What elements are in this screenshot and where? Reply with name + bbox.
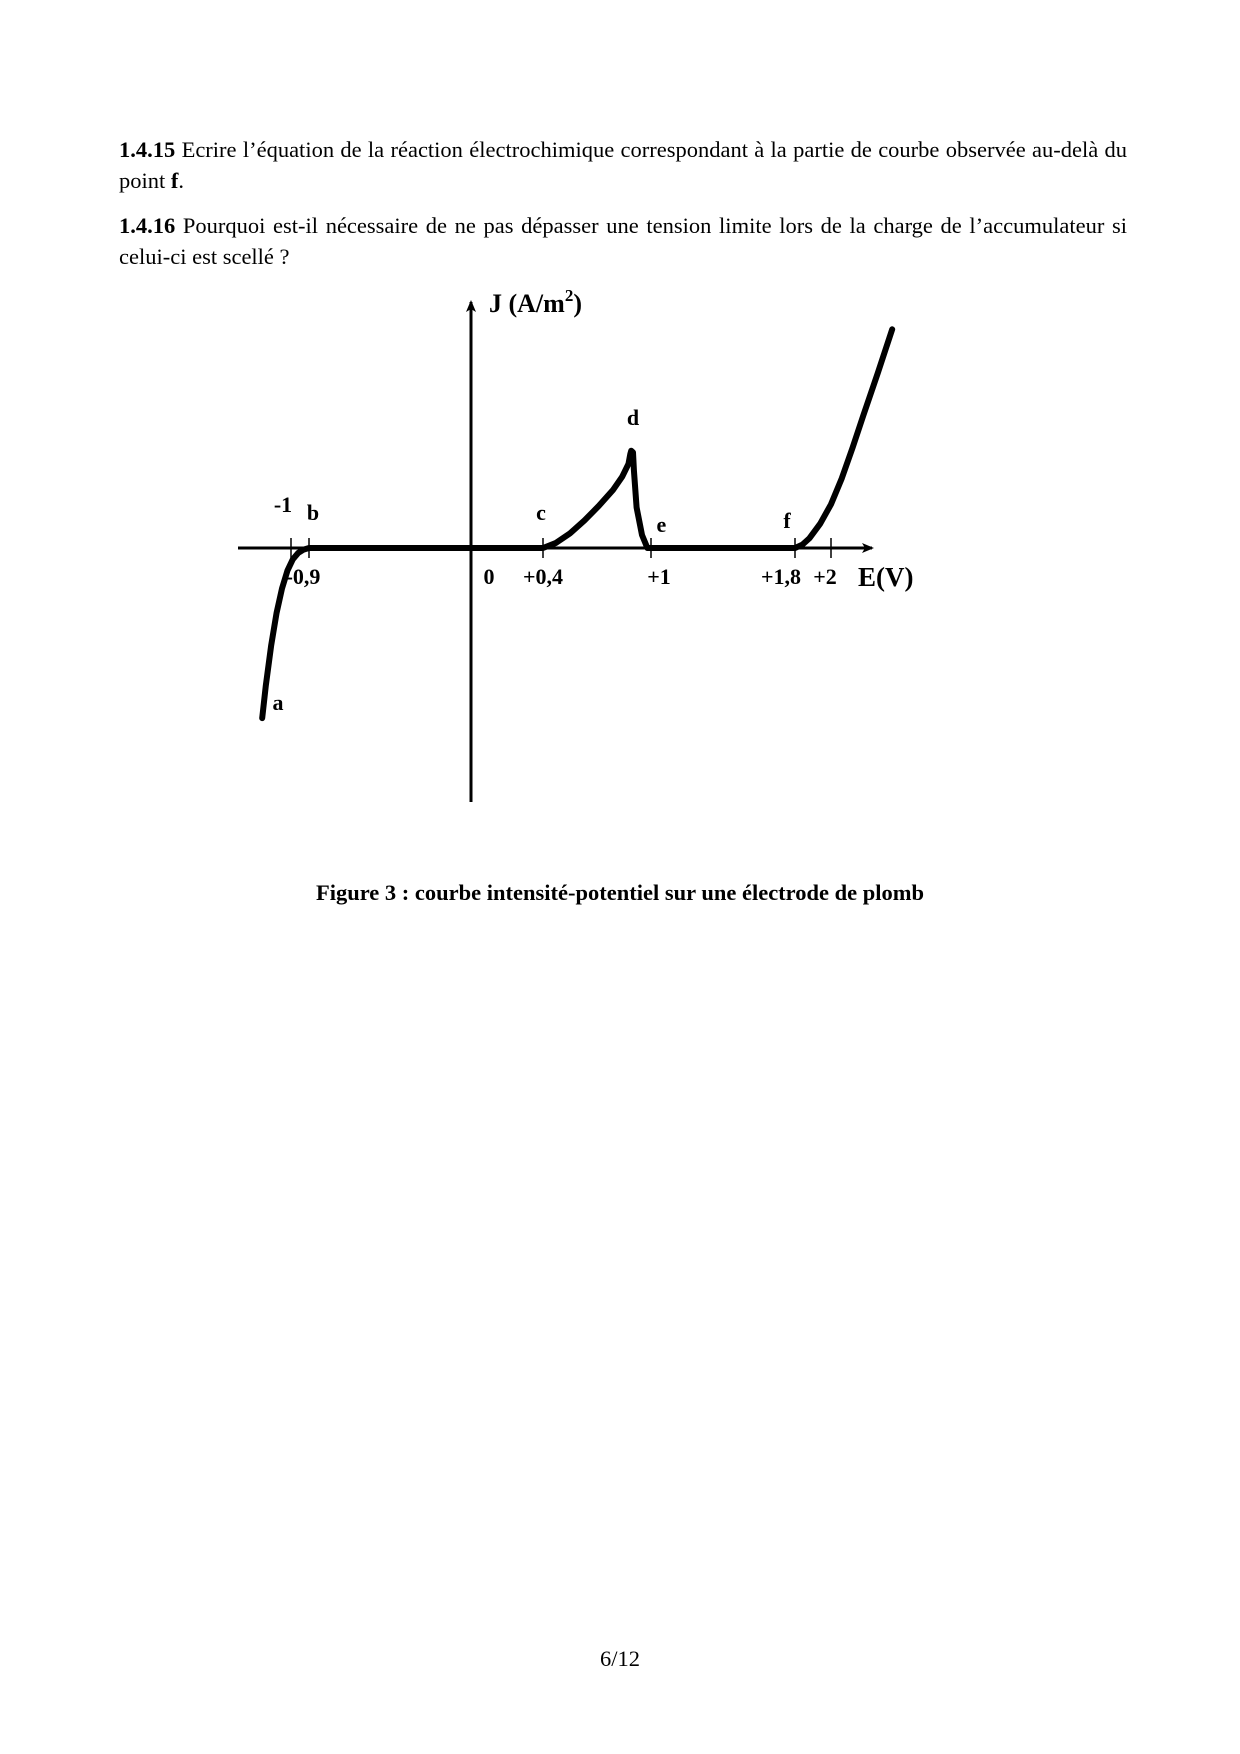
x-tick-label: +1,8 [760,564,802,589]
point-label-b: b [306,500,320,525]
point-label-c: c [536,500,546,525]
point-reference: f [170,168,179,193]
x-tick-label: -1 [273,492,293,517]
question-number: 1.4.16 [119,213,176,238]
y-axis-label: J $(A/m^2)$ [489,286,582,318]
x-tick-label: +2 [813,564,837,589]
question-text: Ecrire l’équation de la réaction électrochimique correspondant à la partie de courbe observée au-delà du point [119,137,1128,193]
point-labels [273,405,792,715]
x-tick-label: 0 [483,564,495,589]
question-tail: . [178,168,185,193]
series-line [262,329,892,718]
x-axis-label: E(V) [858,562,914,592]
question-text: Pourquoi est-il nécessaire de ne pas dépasser une tension limite lors de la charge de l’accumulateur si celui-ci est scellé ? [119,213,1128,269]
page-number: 6/12 [599,1646,640,1671]
point-label-f: f [783,508,791,533]
point-label-a: a [272,690,284,715]
point-label-d: d [626,404,640,430]
x-tick-label: +0,4 [522,564,564,589]
figure-caption: Figure 3 : courbe intensité-potentiel sur une électrode de plomb [315,880,925,905]
point-label-e: e [656,512,667,537]
question-number: 1.4.15 [119,137,176,162]
x-tick-label: -0,9 [285,564,321,589]
x-tick-label: +1 [647,564,671,589]
